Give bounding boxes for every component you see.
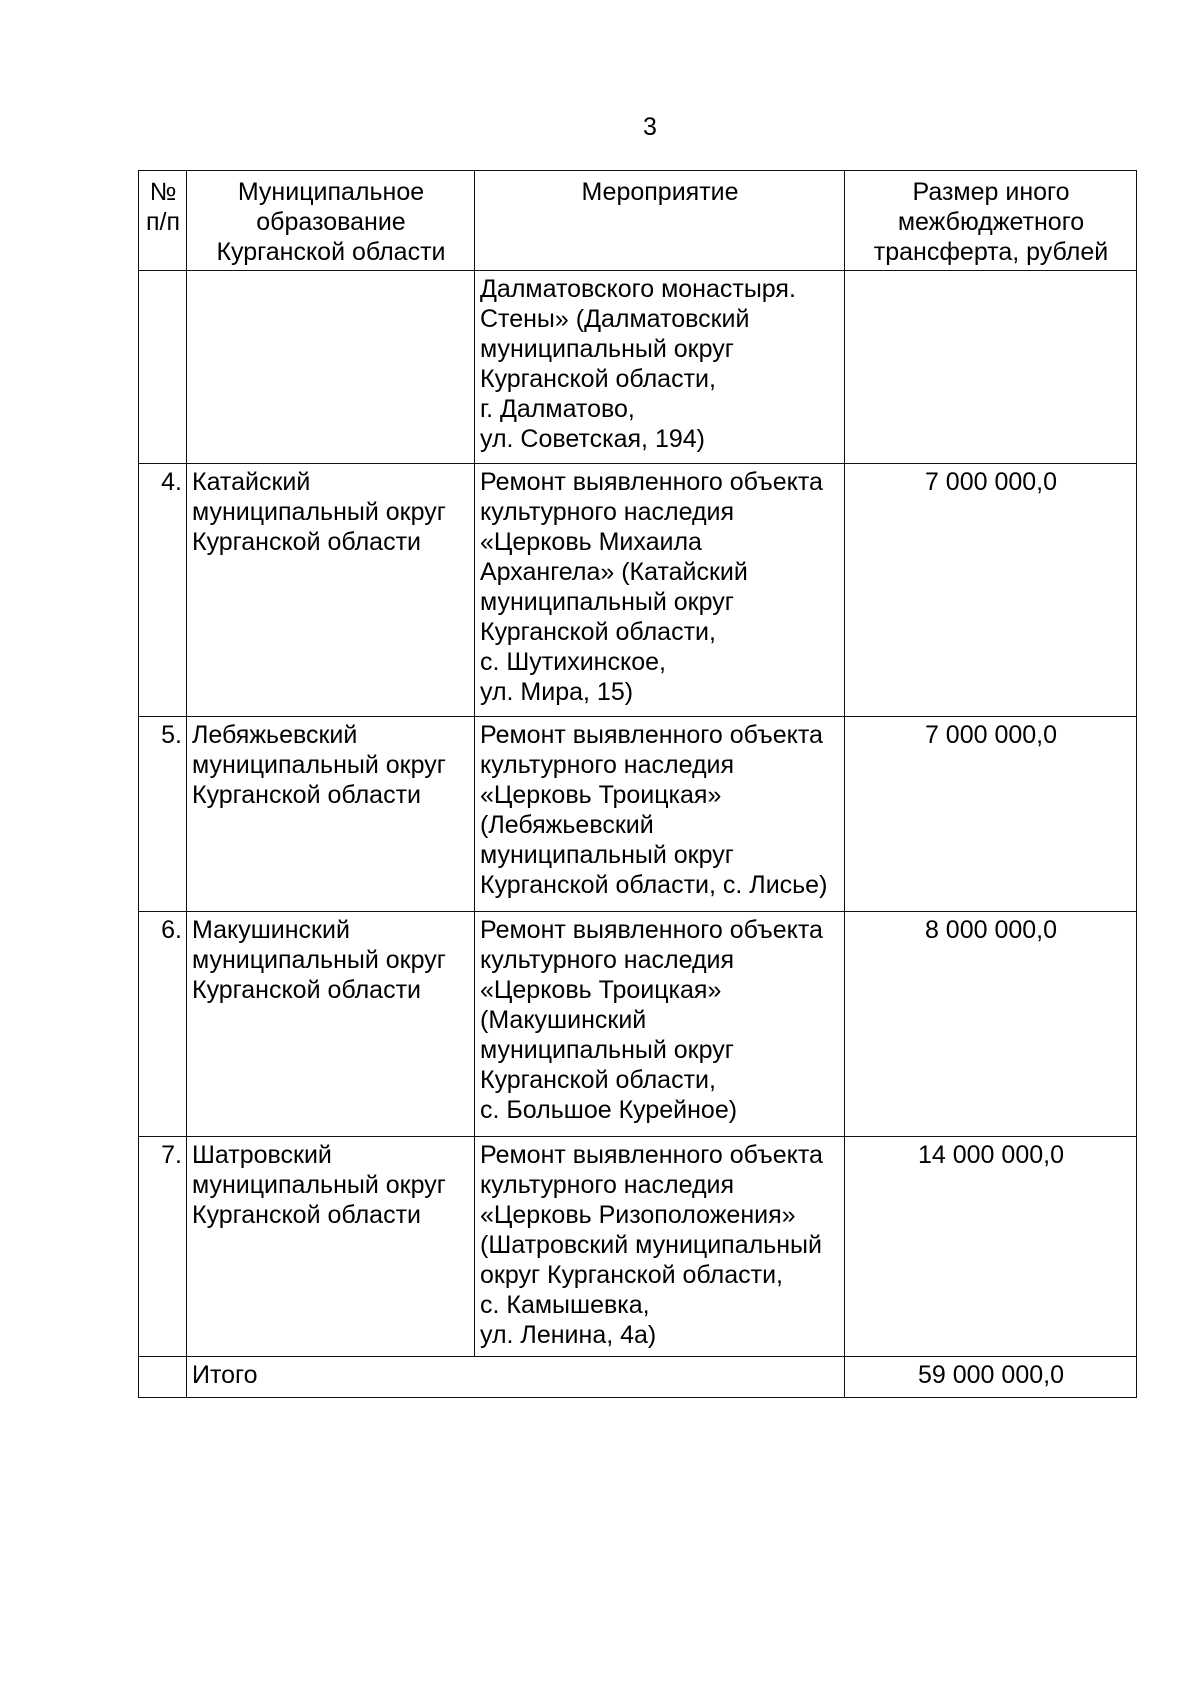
header-amount: Размер иного межбюджетного трансферта, рублей [845,171,1137,271]
total-label: Итого [187,1357,845,1398]
row-num: 6. [139,912,187,1137]
row-amount [845,271,1137,464]
row-event: Ремонт выявленного объекта культурного наследия «Церковь Троицкая» (Лебяжьевский муниципальный округ Курганской области, с. Лисье) [475,717,845,912]
header-municipality: Муниципальное образование Курганской области [187,171,475,271]
row-event: Ремонт выявленного объекта культурного наследия «Церковь Михаила Архангела» (Катайский муниципальный округ Курганской области, с. Шутихинское, ул. Мира, 15) [475,464,845,717]
row-municipality [187,271,475,464]
row-amount: 7 000 000,0 [845,717,1137,912]
row-municipality: Лебяжьевский муниципальный округ Курганской области [187,717,475,912]
table-row [139,464,1137,717]
row-municipality: Шатровский муниципальный округ Курганской области [187,1137,475,1357]
header-num: № п/п [139,171,187,271]
total-amount: 59 000 000,0 [845,1357,1137,1398]
table-row [139,1137,1137,1357]
table-row [139,271,1137,464]
row-event: Ремонт выявленного объекта культурного наследия «Церковь Троицкая» (Макушинский муниципальный округ Курганской области, с. Большое Курейное) [475,912,845,1137]
row-amount: 8 000 000,0 [845,912,1137,1137]
row-event: Далматовского монастыря. Стены» (Далматовский муниципальный округ Курганской области, г. Далматово, ул. Советская, 194) [475,271,845,464]
row-num: 7. [139,1137,187,1357]
row-amount: 7 000 000,0 [845,464,1137,717]
row-amount: 14 000 000,0 [845,1137,1137,1357]
transfer-table [138,170,1137,1398]
row-num: 4. [139,464,187,717]
table-row [139,717,1137,912]
row-num [139,271,187,464]
total-row [139,1357,1137,1398]
row-municipality: Макушинский муниципальный округ Курганской области [187,912,475,1137]
table-header-row [139,171,1137,271]
header-event: Мероприятие [475,171,845,271]
row-num: 5. [139,717,187,912]
table-row [139,912,1137,1137]
row-municipality: Катайский муниципальный округ Курганской области [187,464,475,717]
total-num-cell [139,1357,187,1398]
page-number: 3 [643,113,657,141]
row-event: Ремонт выявленного объекта культурного наследия «Церковь Ризоположения» (Шатровский муниципальный округ Курганской области, с. Камышевка, ул. Ленина, 4а) [475,1137,845,1357]
